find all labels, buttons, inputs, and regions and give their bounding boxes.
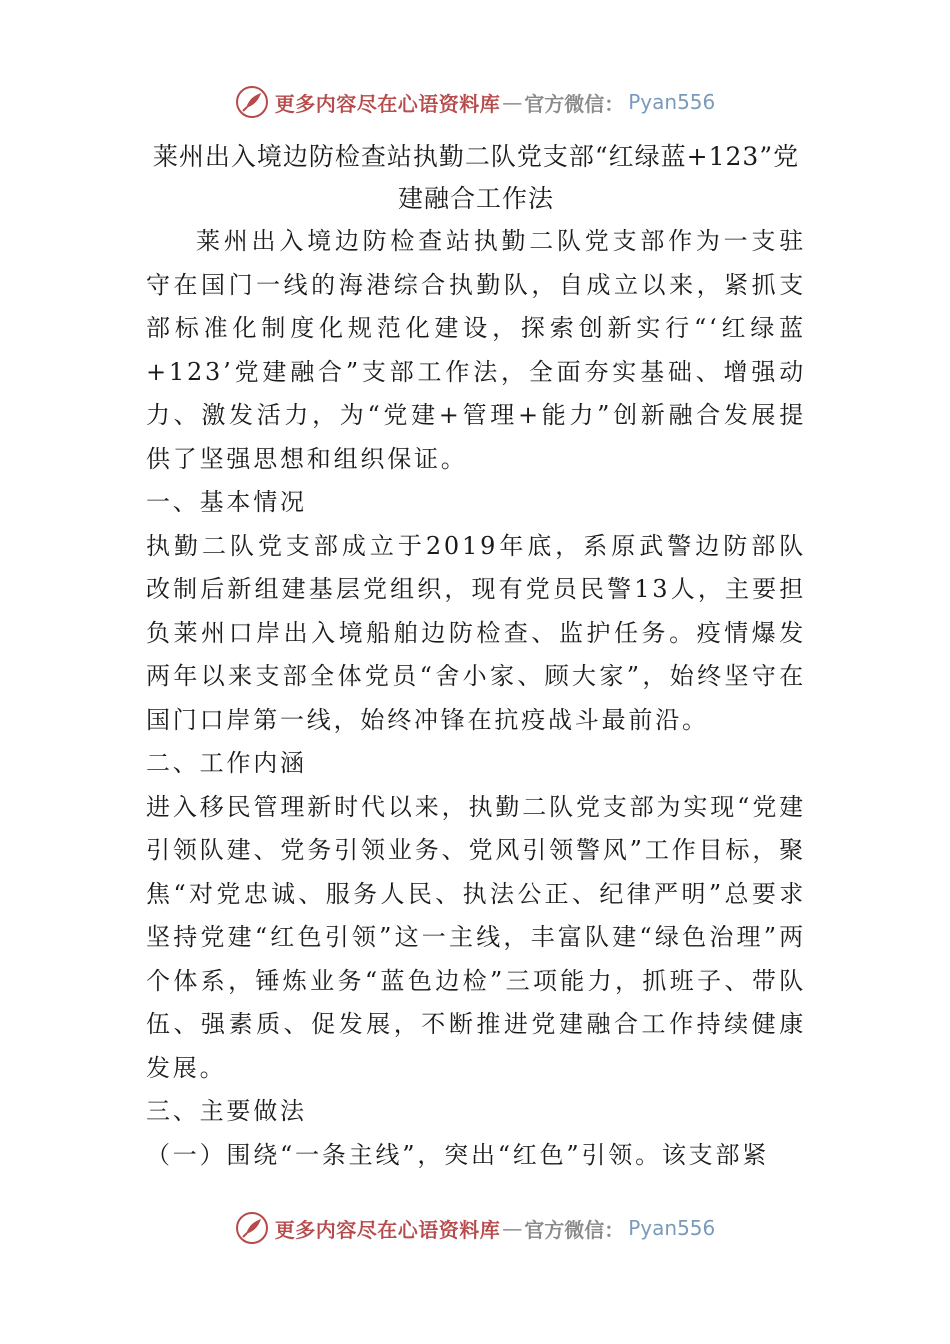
banner-official-label: 官方微信： xyxy=(524,91,625,116)
section-heading-practices: 三、主要做法 xyxy=(146,1097,307,1125)
document-body xyxy=(146,136,806,1177)
intro-paragraph: 莱州出入境边防检查站执勤二队党支部作为一支驻守在国门一线的海港综合执勤队，自成立以来，紧抓支部标准化制度化规范化建设，探索创新实行“‘红绿蓝+123’党建融合”支部工作法，全面夯实基础、增强动力、激发活力，为“党建+管理+能力”创新融合发展提供了坚强思想和组织保证。 xyxy=(146,227,806,473)
banner-text: 更多内容尽在心语资料库 xyxy=(274,91,501,116)
title-line-1: 莱州出入境边防检查站执勤二队党支部“红绿蓝+123”党 xyxy=(152,142,800,171)
header-banner xyxy=(0,82,950,122)
banner-dash: — xyxy=(502,90,523,114)
section-heading-basic: 一、基本情况 xyxy=(146,488,307,516)
quill-logo-icon xyxy=(235,1211,269,1245)
section-heading-connotation: 二、工作内涵 xyxy=(146,749,307,777)
section-body-practices: （一）围绕“一条主线”，突出“红色”引领。该支部紧 xyxy=(146,1140,770,1169)
banner-dash: — xyxy=(502,1216,523,1240)
banner-wechat-id: Pyan556 xyxy=(628,90,716,114)
section-body-basic: 执勤二队党支部成立于2019年底，系原武警边防部队改制后新组建基层党组织，现有党员民警13人，主要担负莱州口岸出入境船舶边防检查、监护任务。疫情爆发两年以来支部全体党员“舍小家、顾大家”，始终坚守在国门口岸第一线，始终冲锋在抗疫战斗最前沿。 xyxy=(146,531,806,734)
footer-banner xyxy=(0,1208,950,1248)
section-body-connotation: 进入移民管理新时代以来，执勤二队党支部为实现“党建引领队建、党务引领业务、党风引领警风”工作目标，聚焦“对党忠诚、服务人民、执法公正、纪律严明”总要求坚持党建“红色引领”这一主线，丰富队建“绿色治理”两个体系，锤炼业务“蓝色边检”三项能力，抓班子、带队伍、强素质、促发展，不断推进党建融合工作持续健康发展。 xyxy=(146,792,806,1082)
banner-wechat-id: Pyan556 xyxy=(628,1216,716,1240)
banner-text: 更多内容尽在心语资料库 xyxy=(274,1217,501,1242)
quill-logo-icon xyxy=(235,85,269,119)
document-title xyxy=(132,136,820,220)
title-line-2: 建融合工作法 xyxy=(397,184,554,213)
banner-official-label: 官方微信： xyxy=(524,1217,625,1242)
